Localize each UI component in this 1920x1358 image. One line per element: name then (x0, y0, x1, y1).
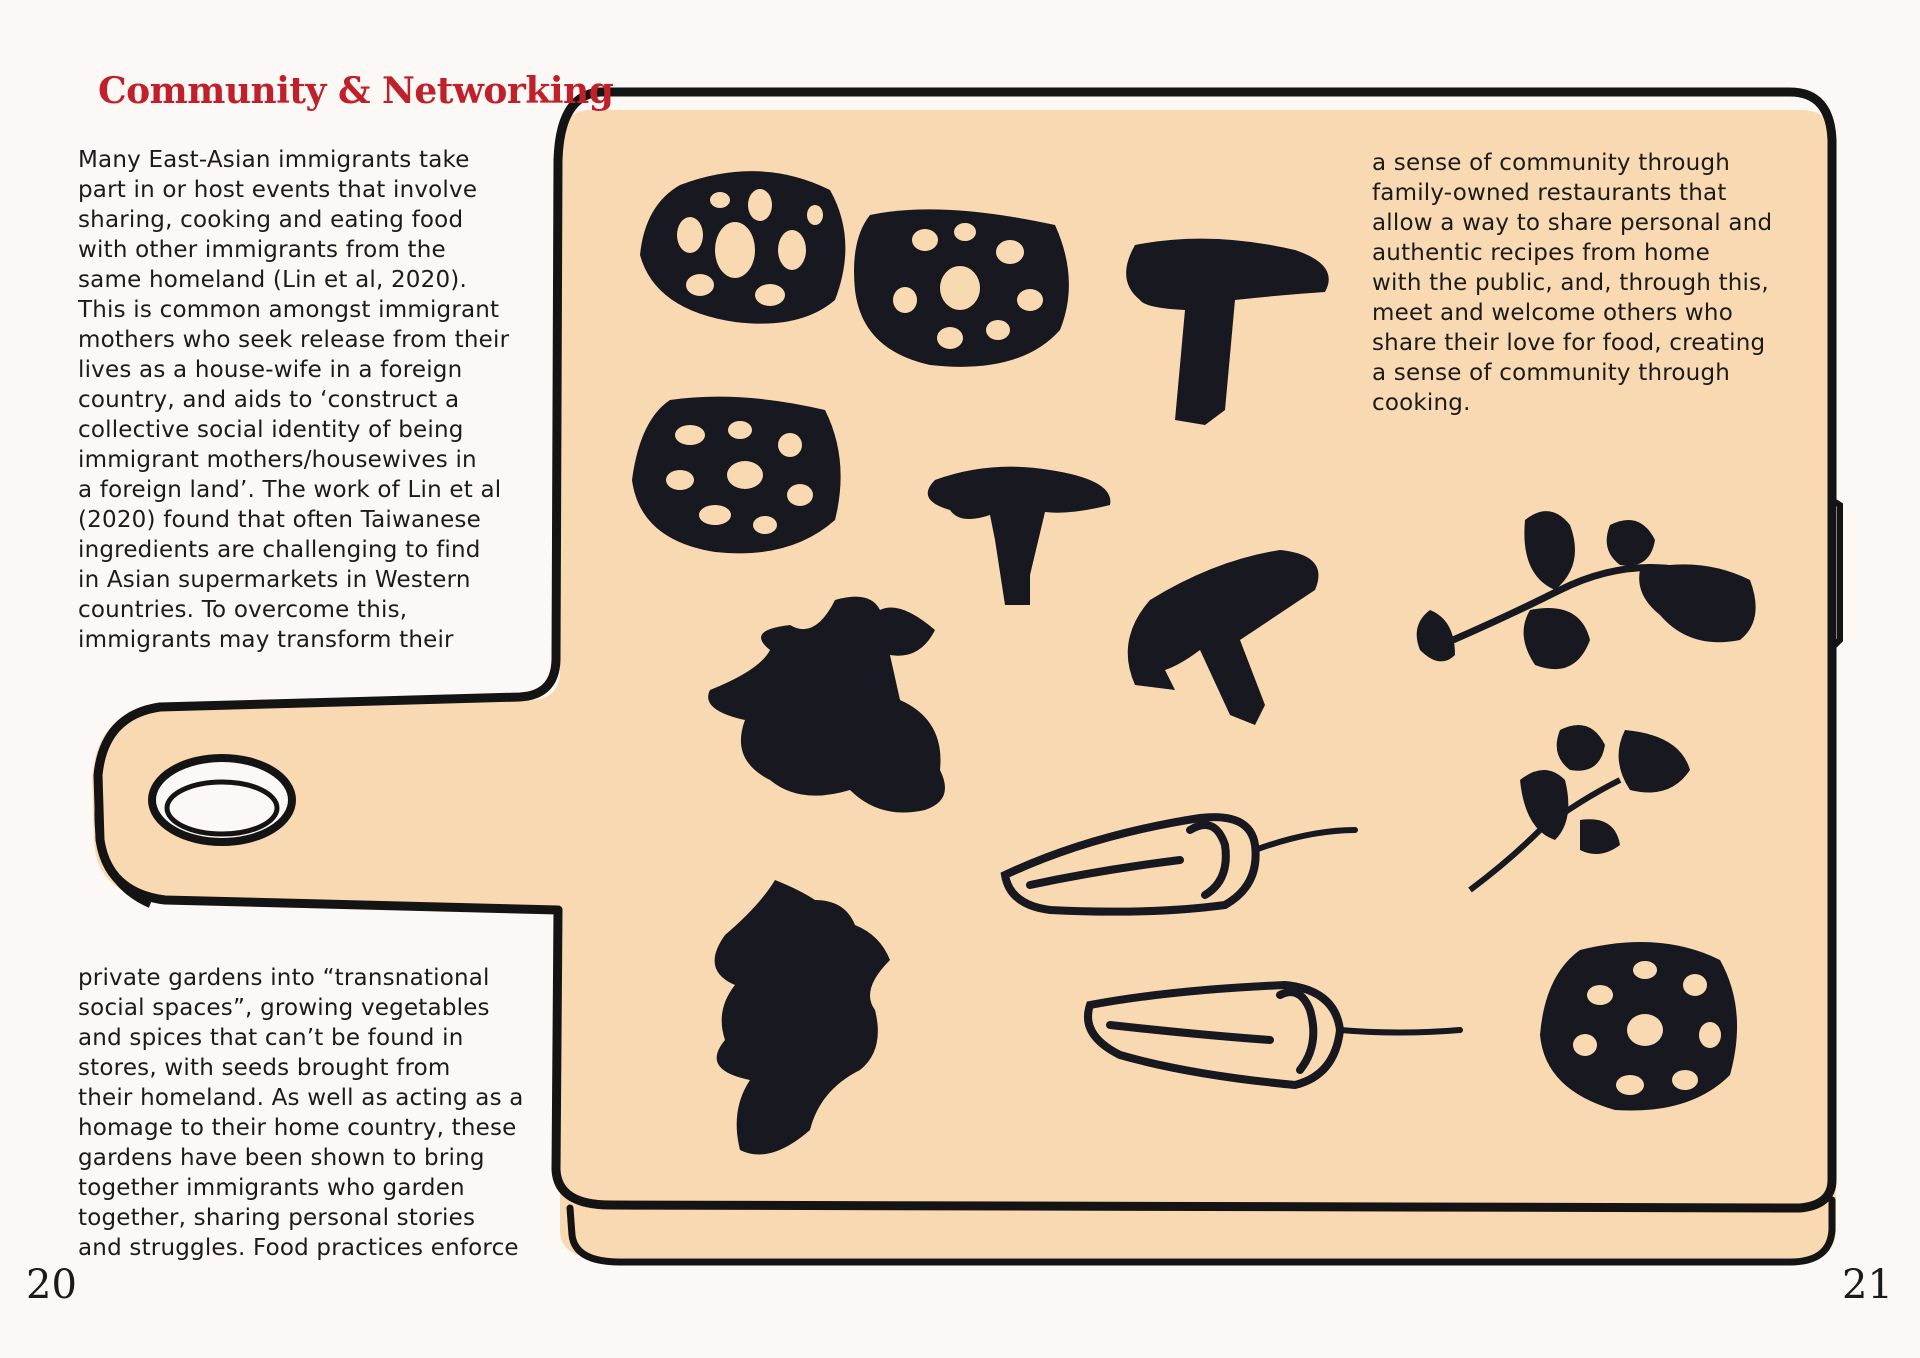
text-line: cooking. (1372, 390, 1471, 416)
text-line: allow a way to share personal and (1372, 210, 1773, 236)
text-line: a foreign land’. The work of Lin et al (78, 477, 502, 503)
text-line: authentic recipes from home (1372, 240, 1710, 266)
text-line: private gardens into “transnational (78, 965, 490, 991)
text-line: their homeland. As well as acting as a (78, 1085, 524, 1111)
text-line: a sense of community through (1372, 360, 1731, 386)
text-line: homage to their home country, these (78, 1115, 517, 1141)
text-line: a sense of community through (1372, 150, 1731, 176)
text-line: Many East-Asian immigrants take (78, 147, 470, 173)
text-line: same homeland (Lin et al, 2020). (78, 267, 467, 293)
text-line: This is common amongst immigrant (78, 297, 500, 323)
text-line: ingredients are challenging to find (78, 537, 481, 563)
page-number-left: 20 (26, 1262, 77, 1308)
text-line: and struggles. Food practices enforce (78, 1235, 519, 1261)
text-line: in Asian supermarkets in Western (78, 567, 471, 593)
section-heading: Community & Networking (98, 70, 614, 112)
left-column-bottom-text (78, 963, 524, 1263)
handle-hole (152, 758, 292, 842)
left-column-top-text (78, 145, 509, 655)
lotus-root-print (1540, 942, 1737, 1111)
text-line: immigrant mothers/housewives in (78, 447, 477, 473)
page-number-right: 21 (1842, 1262, 1893, 1308)
text-line: with the public, and, through this, (1372, 270, 1769, 296)
text-line: family-owned restaurants that (1372, 180, 1727, 206)
text-line: together immigrants who garden (78, 1175, 465, 1201)
text-line: sharing, cooking and eating food (78, 207, 464, 233)
text-line: stores, with seeds brought from (78, 1055, 451, 1081)
text-line: gardens have been shown to bring (78, 1145, 485, 1171)
text-line: and spices that can’t be found in (78, 1025, 464, 1051)
right-column-text (1372, 148, 1772, 418)
text-line: share their love for food, creating (1372, 330, 1766, 356)
text-line: collective social identity of being (78, 417, 464, 443)
text-line: together, sharing personal stories (78, 1205, 476, 1231)
text-line: with other immigrants from the (78, 237, 446, 263)
text-line: part in or host events that involve (78, 177, 478, 203)
text-line: meet and welcome others who (1372, 300, 1733, 326)
lotus-root-print (632, 397, 841, 554)
text-line: countries. To overcome this, (78, 597, 408, 623)
lotus-root-print (854, 209, 1069, 366)
text-line: mothers who seek release from their (78, 327, 510, 353)
text-line: immigrants may transform their (78, 627, 454, 653)
text-line: lives as a house-wife in a foreign (78, 357, 463, 383)
text-line: social spaces”, growing vegetables (78, 995, 490, 1021)
text-line: country, and aids to ‘construct a (78, 387, 460, 413)
text-line: (2020) found that often Taiwanese (78, 507, 481, 533)
